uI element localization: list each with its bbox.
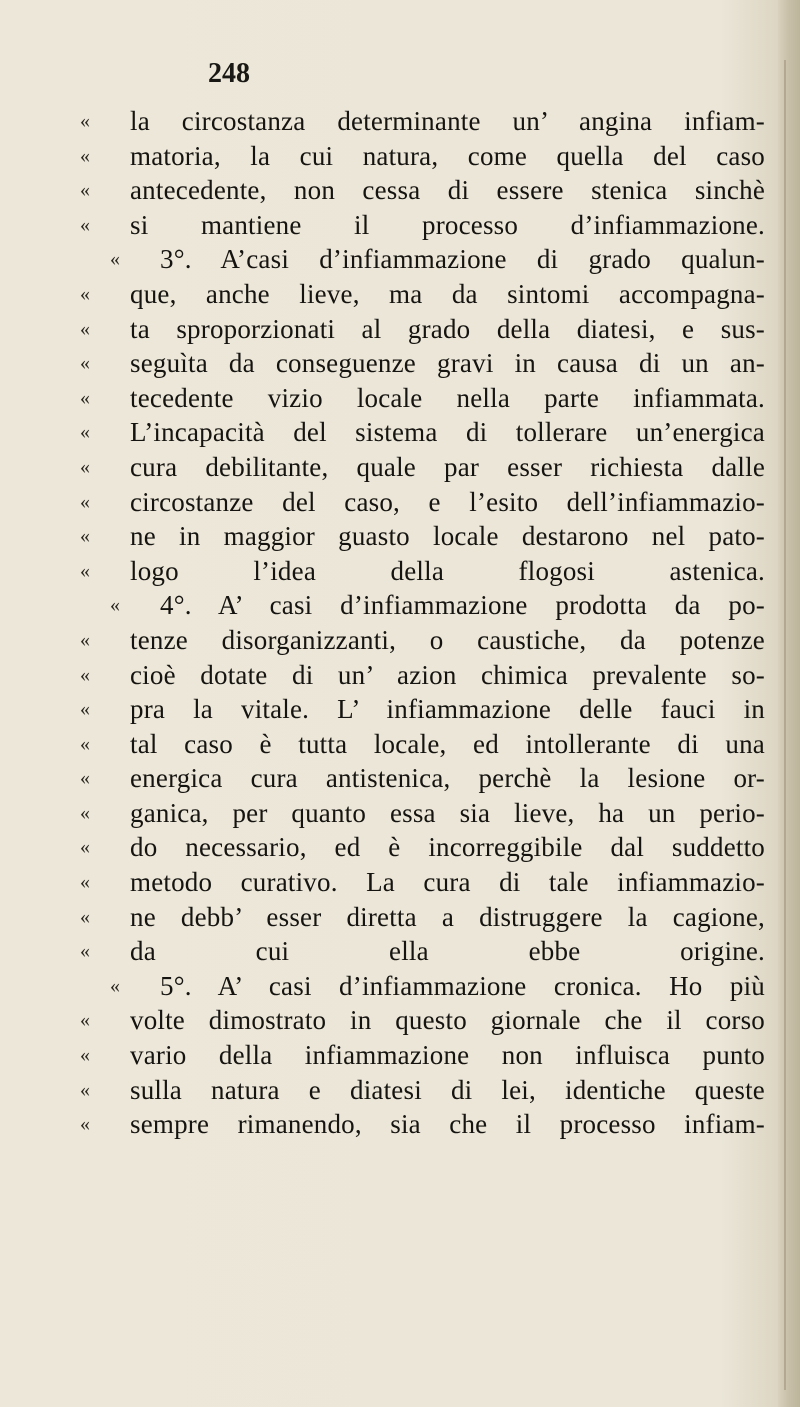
- text-line: [80, 1073, 765, 1108]
- text-line: [80, 623, 765, 658]
- text-line: [80, 761, 765, 796]
- line-text: 4°. A’ casi d’infiammazione prodotta da po-: [160, 590, 765, 621]
- quote-mark: «: [80, 663, 91, 686]
- line-text: da cui ella ebbe origine.: [130, 936, 765, 967]
- line-text: sulla natura e diatesi di lei, identiche queste: [130, 1074, 765, 1105]
- text-line: [80, 519, 765, 554]
- quote-mark: «: [80, 179, 91, 202]
- quote-mark: «: [80, 698, 91, 721]
- quote-mark: «: [80, 905, 91, 928]
- quote-mark: «: [80, 490, 91, 513]
- quote-mark: «: [80, 455, 91, 478]
- quote-mark: «: [110, 974, 121, 997]
- line-text: vario della infiammazione non influisca punto: [130, 1040, 765, 1071]
- line-text: L’incapacità del sistema di tollerare un’energica: [130, 417, 765, 448]
- quote-mark: «: [80, 1078, 91, 1101]
- line-text: logo l’idea della flogosi astenica.: [130, 555, 765, 586]
- quote-mark: «: [80, 386, 91, 409]
- line-text: 5°. A’ casi d’infiammazione cronica. Ho più: [160, 970, 765, 1001]
- page-edge-shadow: [778, 0, 800, 1407]
- line-text: que, anche lieve, ma da sintomi accompagna-: [130, 278, 765, 309]
- line-text: ne debb’ esser diretta a distruggere la cagione,: [130, 901, 765, 932]
- page-number: 248: [208, 58, 250, 89]
- text-line: [80, 588, 765, 623]
- quote-mark: «: [110, 594, 121, 617]
- line-text: si mantiene il processo d’infiammazione.: [130, 209, 765, 240]
- text-line: [80, 277, 765, 312]
- quote-mark: «: [80, 282, 91, 305]
- text-line: [80, 415, 765, 450]
- quote-mark: «: [80, 732, 91, 755]
- line-text: 3°. A’casi d’infiammazione di grado qualun-: [160, 244, 765, 275]
- text-line: [80, 450, 765, 485]
- body-text: [80, 104, 765, 1142]
- text-line: [80, 346, 765, 381]
- line-text: circostanze del caso, e l’esito dell’infiammazio-: [130, 486, 765, 517]
- text-line: [80, 104, 765, 139]
- text-line: [80, 139, 765, 174]
- quote-mark: «: [80, 559, 91, 582]
- text-line: [80, 934, 765, 969]
- line-text: do necessario, ed è incorreggibile dal suddetto: [130, 832, 765, 863]
- quote-mark: «: [80, 1009, 91, 1032]
- quote-mark: «: [80, 110, 91, 132]
- quote-mark: «: [80, 836, 91, 859]
- line-text: sempre rimanendo, sia che il processo infiam-: [130, 1109, 765, 1140]
- line-text: tecedente vizio locale nella parte infiammata.: [130, 382, 765, 413]
- text-line: [80, 1038, 765, 1073]
- text-line: [80, 658, 765, 693]
- text-line: [80, 692, 765, 727]
- quote-mark: «: [80, 144, 91, 167]
- quote-mark: «: [80, 525, 91, 548]
- quote-mark: «: [80, 213, 91, 236]
- text-line: [80, 242, 765, 277]
- quote-mark: «: [80, 1044, 91, 1067]
- quote-mark: «: [80, 628, 91, 651]
- line-text: tal caso è tutta locale, ed intollerante di una: [130, 728, 765, 759]
- text-line: [80, 173, 765, 208]
- line-text: cioè dotate di un’ azion chimica prevalente so-: [130, 659, 765, 690]
- text-line: [80, 796, 765, 831]
- line-text: antecedente, non cessa di essere stenica sinchè: [130, 175, 765, 206]
- text-line: [80, 312, 765, 347]
- text-line: [80, 727, 765, 762]
- line-text: tenze disorganizzanti, o caustiche, da potenze: [130, 624, 765, 655]
- line-text: volte dimostrato in questo giornale che il corso: [130, 1005, 765, 1036]
- quote-mark: «: [80, 1113, 91, 1136]
- line-text: metodo curativo. La cura di tale infiammazio-: [130, 867, 765, 898]
- quote-mark: «: [80, 940, 91, 963]
- text-line: [80, 381, 765, 416]
- text-line: [80, 1107, 765, 1142]
- line-text: ta sproporzionati al grado della diatesi, e sus-: [130, 313, 765, 344]
- quote-mark: «: [80, 767, 91, 790]
- text-line: [80, 969, 765, 1004]
- quote-mark: «: [110, 248, 121, 271]
- text-line: [80, 485, 765, 520]
- line-text: pra la vitale. L’ infiammazione delle fauci in: [130, 694, 765, 725]
- quote-mark: «: [80, 352, 91, 375]
- line-text: matoria, la cui natura, come quella del caso: [130, 140, 765, 171]
- quote-mark: «: [80, 801, 91, 824]
- line-text: cura debilitante, quale par esser richiesta dalle: [130, 451, 765, 482]
- text-line: [80, 554, 765, 589]
- text-line: [80, 865, 765, 900]
- line-text: ganica, per quanto essa sia lieve, ha un perio-: [130, 797, 765, 828]
- gutter-line: [784, 60, 786, 1390]
- text-line: [80, 1003, 765, 1038]
- line-text: energica cura antistenica, perchè la lesione or-: [130, 763, 765, 794]
- quote-mark: «: [80, 421, 91, 444]
- line-text: ne in maggior guasto locale destarono nel pato-: [130, 521, 765, 552]
- text-line: [80, 900, 765, 935]
- line-text: seguìta da conseguenze gravi in causa di un an-: [130, 348, 765, 379]
- quote-mark: «: [80, 871, 91, 894]
- quote-mark: «: [80, 317, 91, 340]
- line-text: la circostanza determinante un’ angina infiam-: [130, 106, 765, 136]
- text-line: [80, 208, 765, 243]
- text-line: [80, 830, 765, 865]
